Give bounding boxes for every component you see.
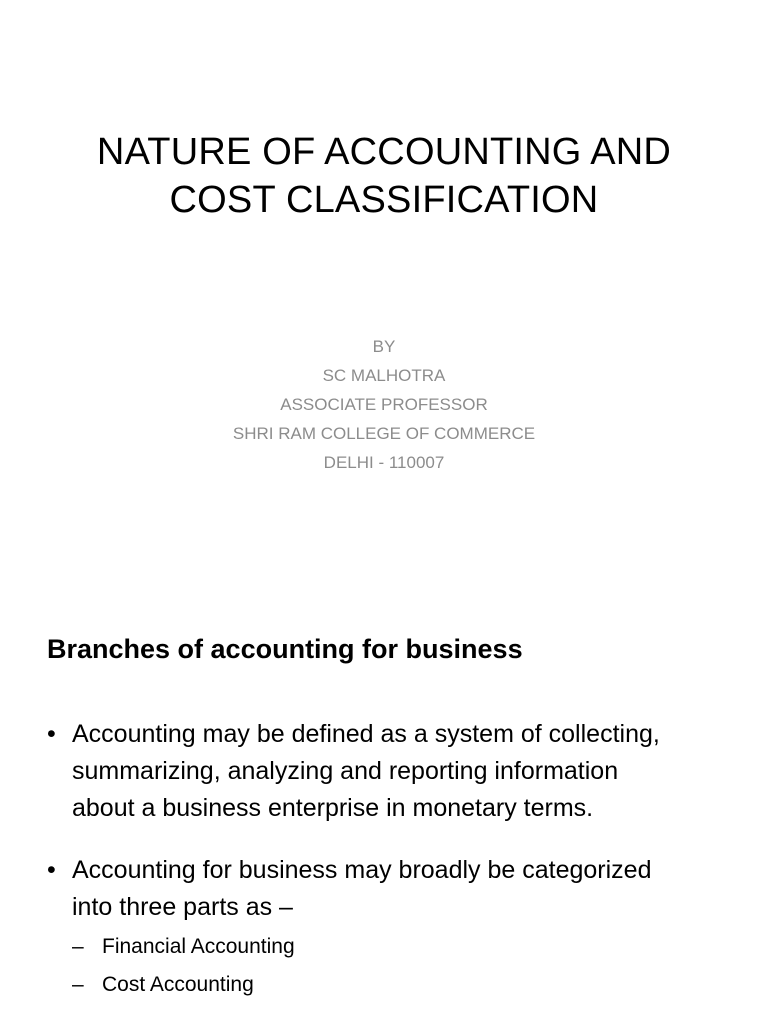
bullet-line: Accounting for business may broadly be categorized bbox=[72, 856, 652, 884]
subtitle-by: BY bbox=[372, 337, 396, 356]
bullet-line: summarizing, analyzing and reporting information bbox=[72, 757, 619, 785]
slide-heading: Branches of accounting for business bbox=[47, 634, 523, 664]
sub-bullet-label: Cost Accounting bbox=[102, 973, 254, 996]
bullet-item-definition bbox=[47, 716, 732, 827]
sub-bullet-label: Financial Accounting bbox=[102, 935, 295, 958]
bullet-marker: • bbox=[47, 856, 56, 884]
bullet-line: about a business enterprise in monetary terms. bbox=[72, 794, 594, 822]
subtitle-author: SC MALHOTRA bbox=[322, 366, 446, 385]
slide-subtitle bbox=[40, 332, 728, 477]
sub-bullet-list bbox=[72, 928, 732, 1004]
bullet-item-categories bbox=[47, 852, 732, 1004]
sub-bullet-cost-accounting bbox=[72, 966, 732, 1004]
slide-title-line-2: COST CLASSIFICATION bbox=[169, 179, 599, 221]
content-slide bbox=[0, 576, 768, 1024]
dash-marker: – bbox=[72, 973, 84, 996]
subtitle-institution: SHRI RAM COLLEGE OF COMMERCE bbox=[232, 424, 536, 443]
dash-marker: – bbox=[72, 935, 84, 958]
bullet-line: Accounting may be defined as a system of collecting, bbox=[72, 720, 660, 748]
slide-title bbox=[40, 128, 728, 224]
sub-bullet-financial-accounting bbox=[72, 928, 732, 966]
subtitle-location: DELHI - 110007 bbox=[323, 453, 445, 472]
bullet-marker: • bbox=[47, 720, 56, 748]
subtitle-designation: ASSOCIATE PROFESSOR bbox=[280, 395, 488, 414]
bullet-list bbox=[47, 716, 732, 1024]
bullet-line: into three parts as – bbox=[72, 893, 293, 921]
slide-title-line-1: NATURE OF ACCOUNTING AND bbox=[96, 131, 672, 173]
